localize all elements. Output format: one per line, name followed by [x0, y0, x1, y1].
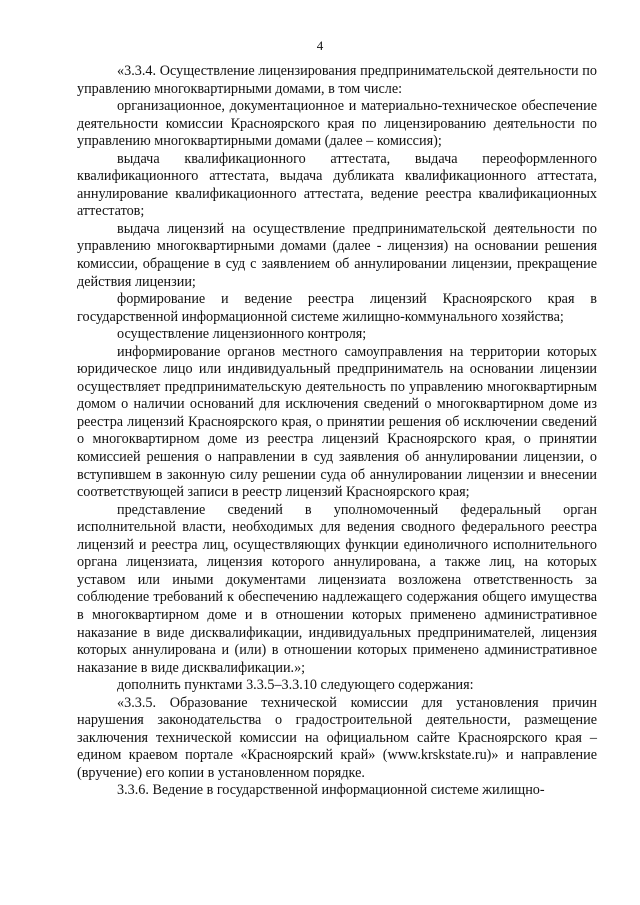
paragraph-3-3-6: 3.3.6. Ведение в государственной информационной системе жилищно- [117, 782, 545, 799]
paragraph-federal-reporting: представление сведений в уполномоченный федеральный орган исполнительной власти, необходимых для ведения сводного федерального реестра лицензий и реестра лиц, осуществляющих функции единоличного исполнительного органа лицензиата, лицензия которого аннулирована, а также лиц, на которых уставом или иными документами лицензиата возложена ответственность за соблюдение требований к обеспечению надлежащего содержания общего имущества в многоквартирном доме и в отношении которых применено административное наказание в виде дисквалификации, индивидуальных предпринимателей, лицензия которых аннулирована и (или) в отношении которых применено административное наказание в виде дисквалификации.»; [77, 501, 597, 676]
paragraph-3-3-4-intro: «3.3.4. Осуществление лицензирования предпринимательской деятельности по управлению многоквартирными домами, в том числе: [77, 63, 597, 97]
paragraph-license-registry: формирование и ведение реестра лицензий Красноярского края в государственной информационной системе жилищно-коммунального хозяйства; [77, 291, 597, 325]
page-number: 4 [316, 38, 324, 53]
paragraph-3-3-5: «3.3.5. Образование технической комиссии для установления причин нарушения законодательства о градостроительной деятельности, размещение заключения технической комиссии на официальном сайте Красноярского края – едином краевом портале «Красноярский край» (www.krskstate.ru)» и направление (вручение) его копии в установленном порядке. [77, 694, 597, 781]
paragraph-organizational-support: организационное, документационное и материально-техническое обеспечение деятельности комиссии Красноярского края по лицензированию деятельности по управлению многоквартирными домами (далее – комиссия); [77, 98, 597, 150]
paragraph-supplement-points: дополнить пунктами 3.3.5–3.3.10 следующего содержания: [117, 677, 474, 694]
paragraph-informing-local-authorities: информирование органов местного самоуправления на территории которых юридическое лицо или индивидуальный предприниматель на основании лицензии осуществляет предпринимательскую деятельность по управлению многоквартирным домом о наличии оснований для исключения сведений о многоквартирном доме из реестра лицензий Красноярского края, о принятии решения об исключении сведений о многоквартирном доме из реестра лицензий Красноярского края, о принятии комиссией решения о направлении в суд заявления об аннулировании лицензии, о вступившем в законную силу решении суда об аннулировании лицензии и внесении соответствующей записи в реестр лицензий Красноярского края; [77, 343, 597, 501]
paragraph-license-control: осуществление лицензионного контроля; [117, 326, 367, 343]
document-body [77, 63, 597, 800]
paragraph-qualification-certificates: выдача квалификационного аттестата, выдача переоформленного квалификационного аттестата, выдача дубликата квалификационного аттестата, аннулирование квалификационного аттестата, ведение реестра квалификационных аттестатов; [77, 150, 597, 220]
paragraph-license-issuance: выдача лицензий на осуществление предпринимательской деятельности по управлению многоквартирными домами (далее - лицензия) на основании решения комиссии, обращение в суд с заявлением об аннулировании лицензии, прекращение действия лицензии; [77, 220, 597, 290]
